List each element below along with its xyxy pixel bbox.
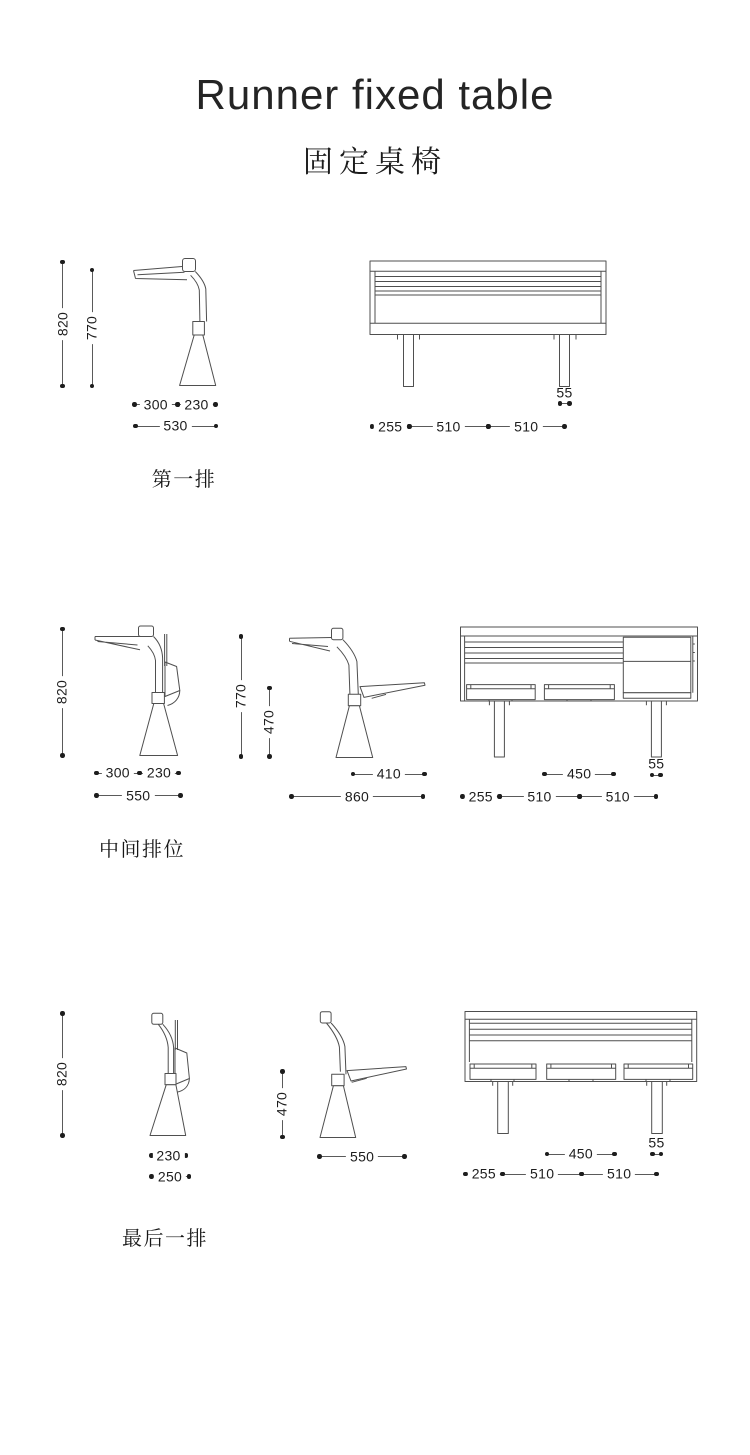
section-label-first-row: 第一排 (151, 469, 217, 491)
section-label-last-row: 最后一排 (122, 1228, 208, 1250)
last-row-unit-front-view (460, 1008, 702, 1140)
technical-drawing-page: Runner fixed table 固定桌椅 820 770 300 230 530 55 255 510 510 第一排 820 300 230 550 770 470 410 860 450 55 255 510 510 中间排位 820 230 250 470 550 450 55 255 510 510 最后一排 (0, 0, 750, 1455)
last-row-seat-open-side-view (276, 1008, 411, 1140)
middle-row-seat-folded-side-view (90, 624, 190, 758)
section-label-middle-rows: 中间排位 (99, 839, 185, 861)
middle-row-unit-front-view (456, 624, 702, 760)
page-subtitle: 固定桌椅 (303, 146, 447, 179)
last-row-seat-folded-side-view (145, 1008, 195, 1138)
first-row-seat-side-view (125, 255, 220, 390)
first-row-table-front-view (365, 258, 610, 390)
middle-row-seat-open-side-view (283, 624, 428, 760)
page-title: Runner fixed table (195, 71, 555, 118)
